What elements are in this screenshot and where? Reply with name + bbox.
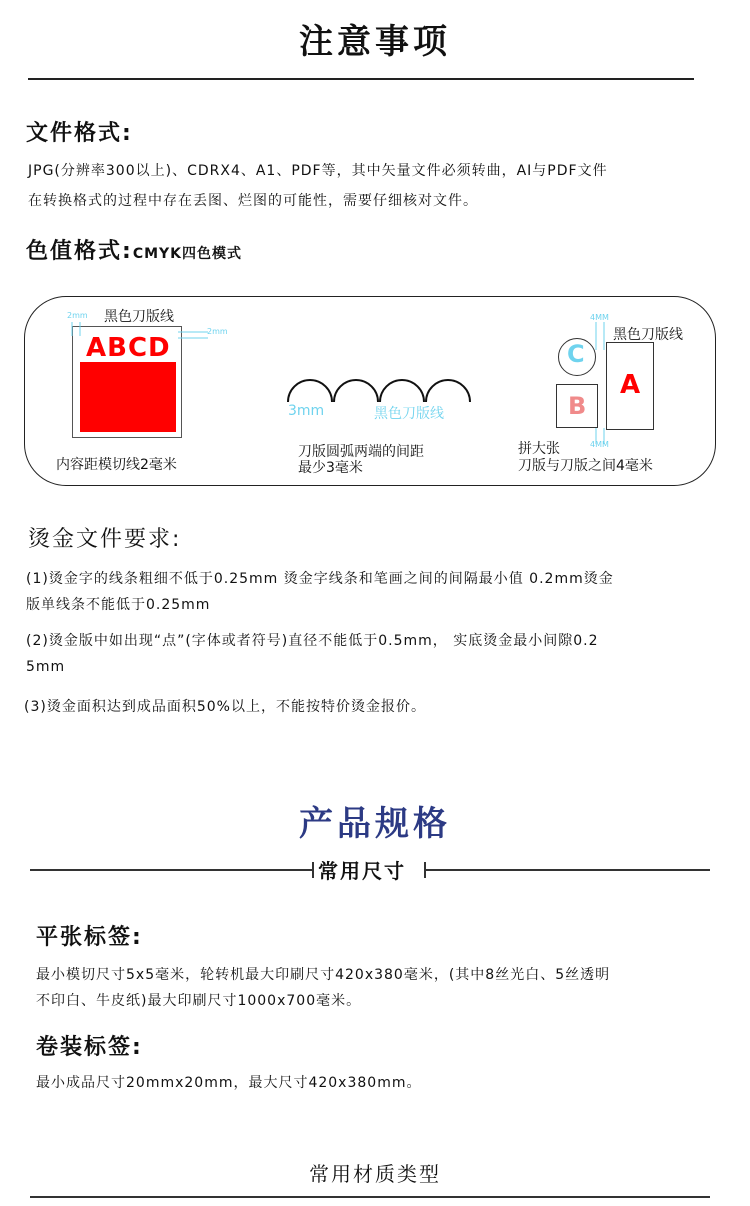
flat-label-line1: 最小模切尺寸5x5毫米，轮转机最大印刷尺寸420x380毫米，(其中8丝光白、5丝透明 [36,967,611,983]
right-caption-line1: 拼大张 [518,441,560,457]
materials-title: 常用材质类型 [309,1162,441,1186]
color-format-row [26,234,242,265]
materials-divider [30,1196,710,1198]
hot-stamp-item2-line1: (2)烫金版中如出现“点”(字体或者符号)直径不能低于0.5mm， 实底烫金最小间隙0.2 [26,633,599,649]
file-format-heading: 文件格式: [26,121,133,146]
hot-stamp-item3: (3)烫金面积达到成品面积50%以上，不能按特价烫金报价。 [24,699,426,715]
roll-label-heading: 卷装标签: [36,1035,143,1060]
left-dim-right: 2mm [207,327,228,336]
file-format-line1: JPG(分辨率300以上)、CDRX4、A1、PDF等，其中矢量文件必须转曲，AI与PDF文件 [28,163,608,179]
left-knife-label: 黑色刀版线 [104,309,174,325]
hot-stamp-item1-line1: (1)烫金字的线条粗细不低于0.25mm 烫金字线条和笔画之间的间隔最小值 0.2mm烫金 [26,571,614,587]
file-format-line2: 在转换格式的过程中存在丢图、烂图的可能性，需要仔细核对文件。 [28,193,478,209]
middle-caption-line2: 最少3毫米 [298,460,363,476]
middle-dim: 3mm [288,403,325,419]
color-format-heading: 色值格式: [26,239,133,264]
left-caption: 内容距模切线2毫米 [56,457,177,473]
content-red-block [80,362,176,432]
spec-subtitle: 常用尺寸 [318,859,406,883]
page-title: 注意事项 [299,22,451,62]
left-dim-lines [60,312,240,342]
arc-dieline [284,372,474,406]
right-caption-line2: 刀版与刀版之间4毫米 [518,458,653,474]
left-dim-top: 2mm [67,311,88,320]
middle-caption-line1: 刀版圆弧两端的间距 [298,444,424,460]
hot-stamp-item2-line2: 5mm [26,659,66,675]
subtitle-line-left [30,869,312,871]
flat-label-heading: 平张标签: [36,925,143,950]
right-knife-label: 黑色刀版线 [613,327,683,343]
hot-stamp-item1-line2: 版单线条不能低于0.25mm [26,597,211,613]
roll-label-line1: 最小成品尺寸20mmx20mm，最大尺寸420x380mm。 [36,1075,422,1091]
letter-c: C [567,340,585,368]
subtitle-tick-left [312,862,314,878]
right-dim-top: 4MM [590,313,609,322]
spec-title: 产品规格 [299,804,451,844]
hot-stamp-heading: 烫金文件要求: [28,527,182,552]
flat-label-line2: 不印白、牛皮纸)最大印刷尺寸1000x700毫米。 [36,993,362,1009]
letter-b: B [568,392,587,420]
right-dim-lines [590,318,614,448]
right-dim-bottom: 4MM [590,440,609,449]
title-divider [28,78,694,80]
middle-knife-label: 黑色刀版线 [374,406,444,422]
sample-text-abcd: ABCD [86,333,171,363]
subtitle-line-right [426,869,710,871]
letter-a: A [620,370,641,400]
color-format-value: CMYK四色模式 [132,246,243,262]
